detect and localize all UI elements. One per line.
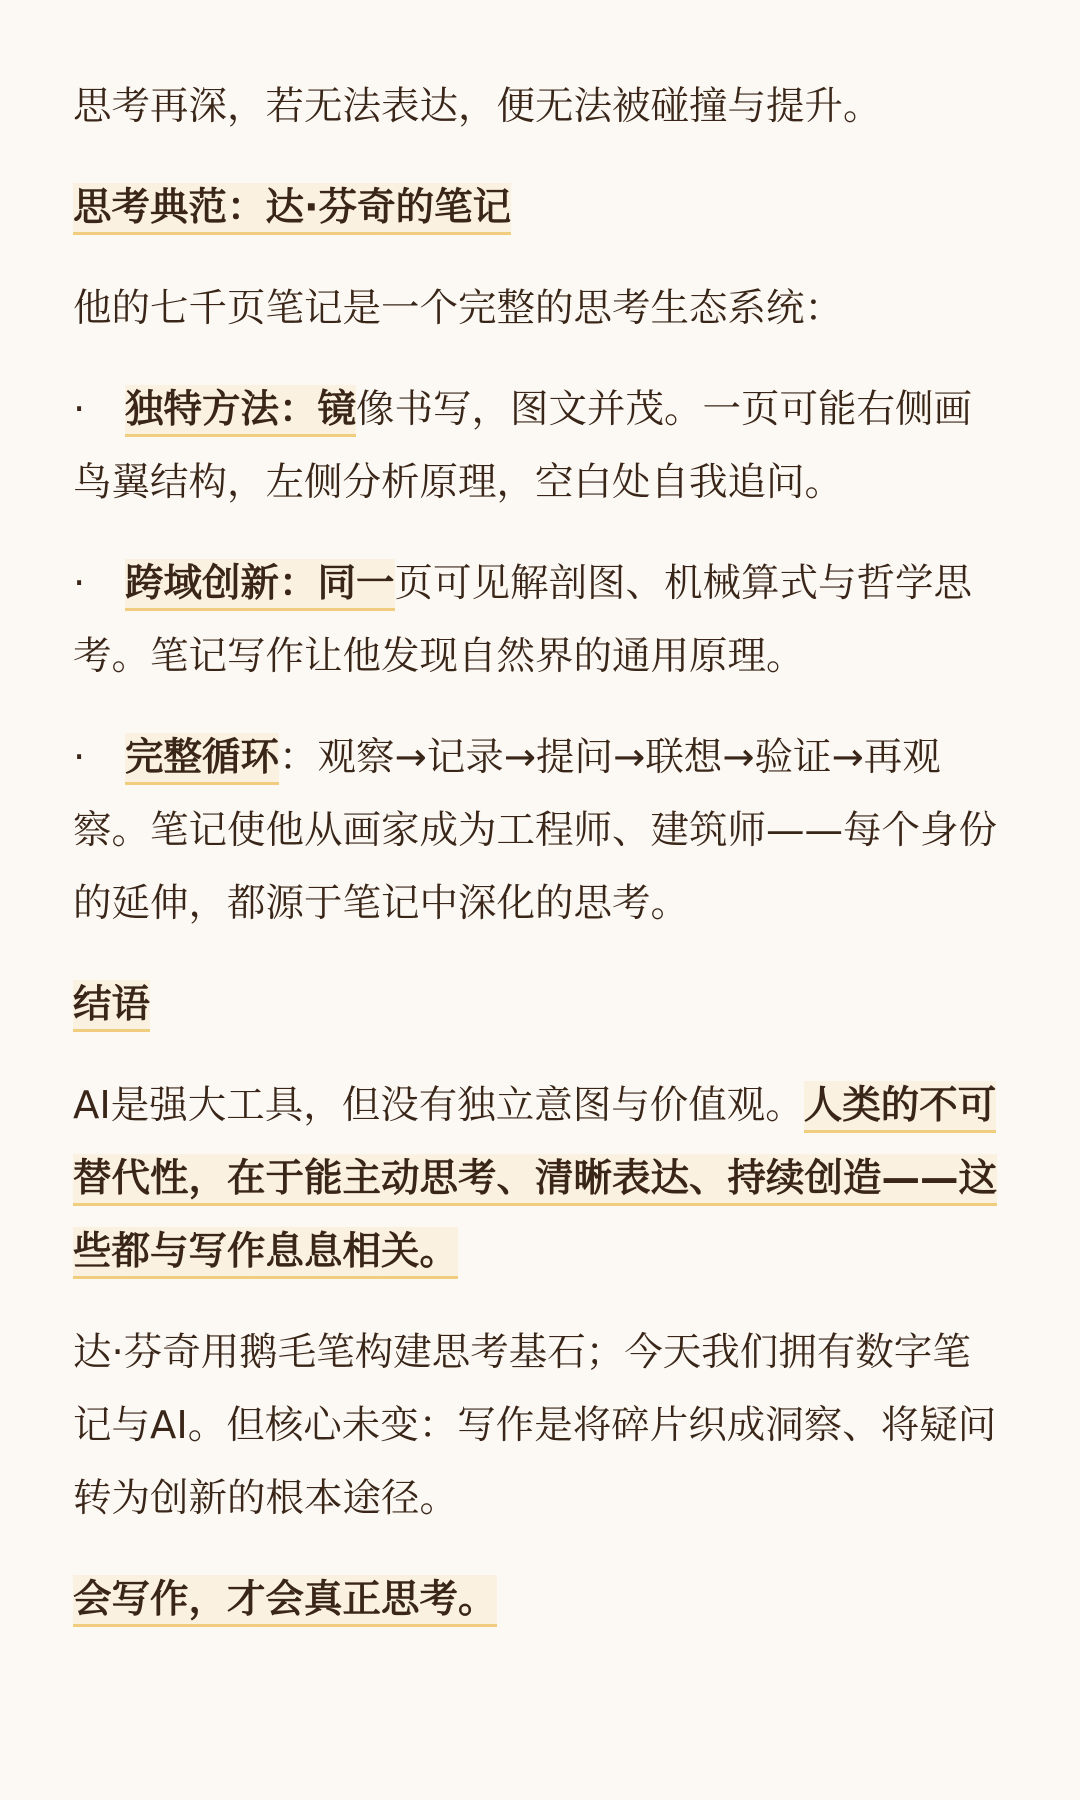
heading-davinci-text: 思考典范：达·芬奇的笔记	[73, 183, 511, 235]
paragraph-ai	[73, 1069, 1009, 1288]
bullet-innovation-highlight: 跨域创新：同一	[125, 559, 395, 611]
article-body	[73, 70, 1009, 1664]
section-heading-conclusion	[73, 968, 1009, 1041]
bullet-method-highlight: 独特方法：镜	[125, 385, 356, 437]
closing-statement	[73, 1563, 1009, 1636]
bullet-item-innovation	[73, 547, 1009, 693]
bullet-dot: ·	[73, 387, 86, 432]
bullet-item-method	[73, 373, 1009, 519]
closing-statement-text: 会写作，才会真正思考。	[73, 1575, 497, 1627]
section-heading-davinci	[73, 171, 1009, 244]
bullet-cycle-text: ：观察→记录→提问→联想→验证→再观察。笔记使他从画家成为工程师、建筑师——每个身份的延伸，都源于笔记中深化的思考。	[73, 735, 998, 926]
paragraph-intro: 思考再深，若无法表达，便无法被碰撞与提升。	[73, 84, 882, 129]
bullet-method-text: 像书写，图文并茂。一页可能右侧画鸟翼结构，左侧分析原理，空白处自我追问。	[73, 387, 973, 505]
paragraph-ai-highlight: 人类的不可替代性，在于能主动思考、清晰表达、持续创造——这些都与写作息息相关。	[73, 1081, 997, 1279]
paragraph-core: 达·芬奇用鹅毛笔构建思考基石；今天我们拥有数字笔记与AI。但核心未变：写作是将碎片织成洞察、将疑问转为创新的根本途径。	[73, 1330, 997, 1521]
bullet-innovation-text: 页可见解剖图、机械算式与哲学思考。笔记写作让他发现自然界的通用原理。	[73, 561, 973, 679]
heading-conclusion-text: 结语	[73, 980, 150, 1032]
bullet-dot: ·	[73, 561, 86, 606]
paragraph-ai-plain: AI是强大工具，但没有独立意图与价值观。	[73, 1083, 804, 1128]
bullet-item-cycle	[73, 721, 1009, 940]
bullet-dot: ·	[73, 735, 86, 780]
paragraph-notes-system: 他的七千页笔记是一个完整的思考生态系统：	[73, 286, 844, 331]
bullet-cycle-highlight: 完整循环	[125, 733, 279, 785]
